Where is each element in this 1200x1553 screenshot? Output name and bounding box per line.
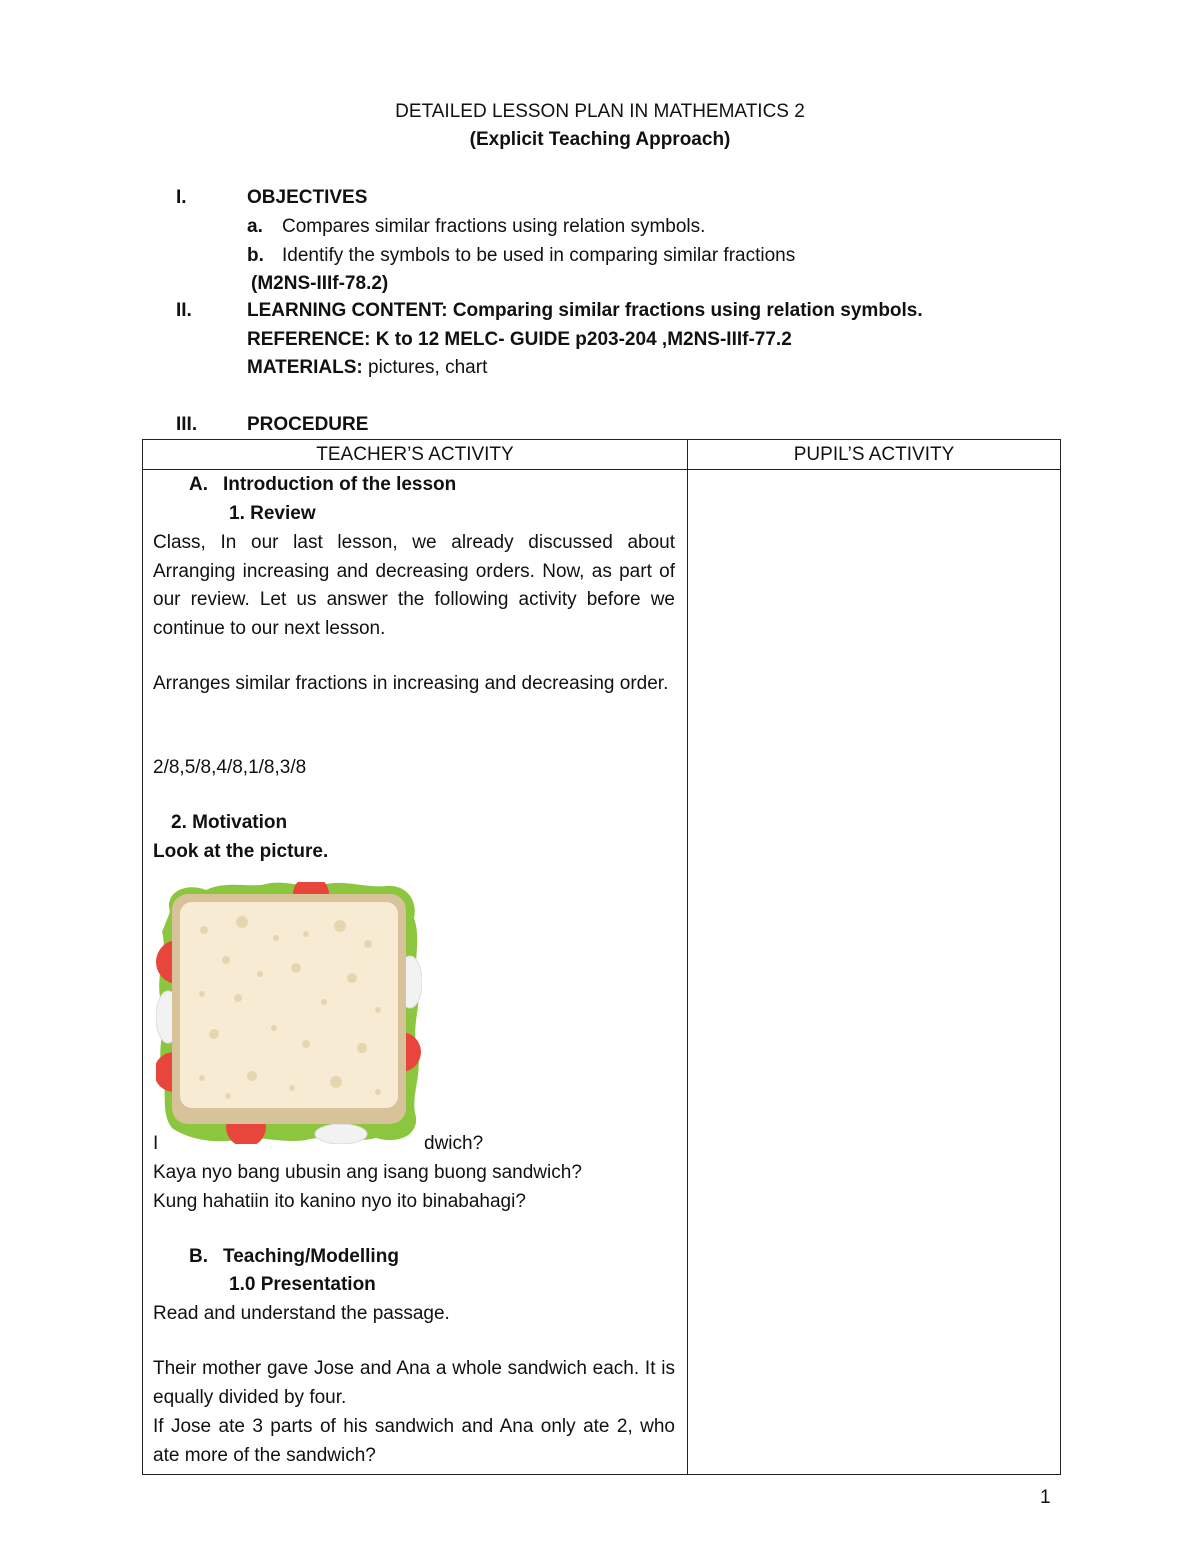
objective-a-label: a.: [247, 216, 263, 237]
bread-hole: [225, 1093, 231, 1099]
objective-code: (M2NS-IIIf-78.2): [251, 273, 389, 294]
bread-hole: [257, 971, 263, 977]
bread-hole: [199, 1075, 205, 1081]
bread-hole: [302, 1040, 310, 1048]
procedure-heading: PROCEDURE: [247, 414, 369, 435]
bread-hole: [273, 935, 279, 941]
content-numeral: II.: [176, 300, 192, 321]
motivation-title: 2. Motivation: [171, 812, 288, 833]
bread-hole: [334, 920, 346, 932]
bread-hole: [236, 916, 248, 928]
materials-line: [247, 354, 487, 382]
look-at-picture-text: Look at the picture.: [153, 841, 329, 862]
teacher-activity-header: TEACHER’S ACTIVITY: [143, 440, 688, 470]
objectives-heading: OBJECTIVES: [247, 187, 368, 208]
bread-hole: [330, 1076, 342, 1088]
document-title: DETAILED LESSON PLAN IN MATHEMATICS 2: [395, 101, 805, 122]
objective-a-text: Compares similar fractions using relation symbols.: [282, 216, 706, 237]
bread-hole: [234, 994, 242, 1002]
presentation-title: 1.0 Presentation: [229, 1274, 376, 1295]
bread-hole: [321, 999, 327, 1005]
materials-label: MATERIALS:: [247, 357, 363, 378]
reference-line: REFERENCE: K to 12 MELC- GUIDE p203-204 ,M2NS-IIIf-77.2: [247, 329, 792, 350]
bread-hole: [247, 1071, 257, 1081]
pupil-activity-cell: [688, 470, 1061, 1475]
bread-hole: [222, 956, 230, 964]
bread-hole: [347, 973, 357, 983]
section-a-title: Introduction of the lesson: [223, 474, 457, 495]
bread-slice: [180, 902, 398, 1108]
bread-hole: [271, 1025, 277, 1031]
objective-b-text: Identify the symbols to be used in comparing similar fractions: [282, 245, 796, 266]
passage-paragraph-2: If Jose ate 3 parts of his sandwich and Ana only ate 2, who ate more of the sandwich?: [153, 1416, 675, 1466]
bread-hole: [291, 963, 301, 973]
bread-hole: [199, 991, 205, 997]
review-text: Class, In our last lesson, we already discussed about Arranging increasing and decreasing orders. Now, as part of our review. Let us answer the following activity before we continue to our next lesson.: [153, 532, 675, 639]
bread-hole: [200, 926, 208, 934]
arrange-instruction: Arranges similar fractions in increasing and decreasing order.: [153, 673, 669, 694]
procedure-numeral: III.: [176, 414, 198, 435]
pupil-activity-header: PUPIL’S ACTIVITY: [688, 440, 1061, 470]
bread-hole: [289, 1085, 295, 1091]
question-3: Kung hahatiin ito kanino nyo ito binabahagi?: [153, 1191, 526, 1212]
sandwich-illustration: [156, 882, 422, 1144]
egg-slice: [315, 1124, 367, 1144]
bread-hole: [357, 1043, 367, 1053]
question-1-end: dwich?: [424, 1133, 484, 1154]
document-subtitle: (Explicit Teaching Approach): [469, 129, 731, 150]
section-b-label: B.: [189, 1246, 208, 1267]
review-title: 1. Review: [229, 503, 316, 524]
page-number: 1: [1040, 1487, 1051, 1508]
section-b-title: Teaching/Modelling: [223, 1246, 399, 1267]
section-a-label: A.: [189, 474, 208, 495]
question-1-start: I: [153, 1133, 159, 1154]
bread-hole: [375, 1089, 381, 1095]
objective-b-label: b.: [247, 245, 264, 266]
learning-content-heading: LEARNING CONTENT: Comparing similar fractions using relation symbols.: [247, 300, 923, 321]
objectives-numeral: I.: [176, 187, 187, 208]
bread-hole: [375, 1007, 381, 1013]
procedure-table-header-row: [143, 440, 1061, 470]
bread-hole: [303, 931, 309, 937]
passage-paragraph-1: Their mother gave Jose and Ana a whole sandwich each. It is equally divided by four.: [153, 1358, 675, 1408]
read-instruction: Read and understand the passage.: [153, 1303, 450, 1324]
materials-value: pictures, chart: [362, 357, 488, 378]
bread-hole: [209, 1029, 219, 1039]
bread-hole: [364, 940, 372, 948]
fractions-list: 2/8,5/8,4/8,1/8,3/8: [153, 757, 307, 778]
question-2: Kaya nyo bang ubusin ang isang buong sandwich?: [153, 1162, 582, 1183]
